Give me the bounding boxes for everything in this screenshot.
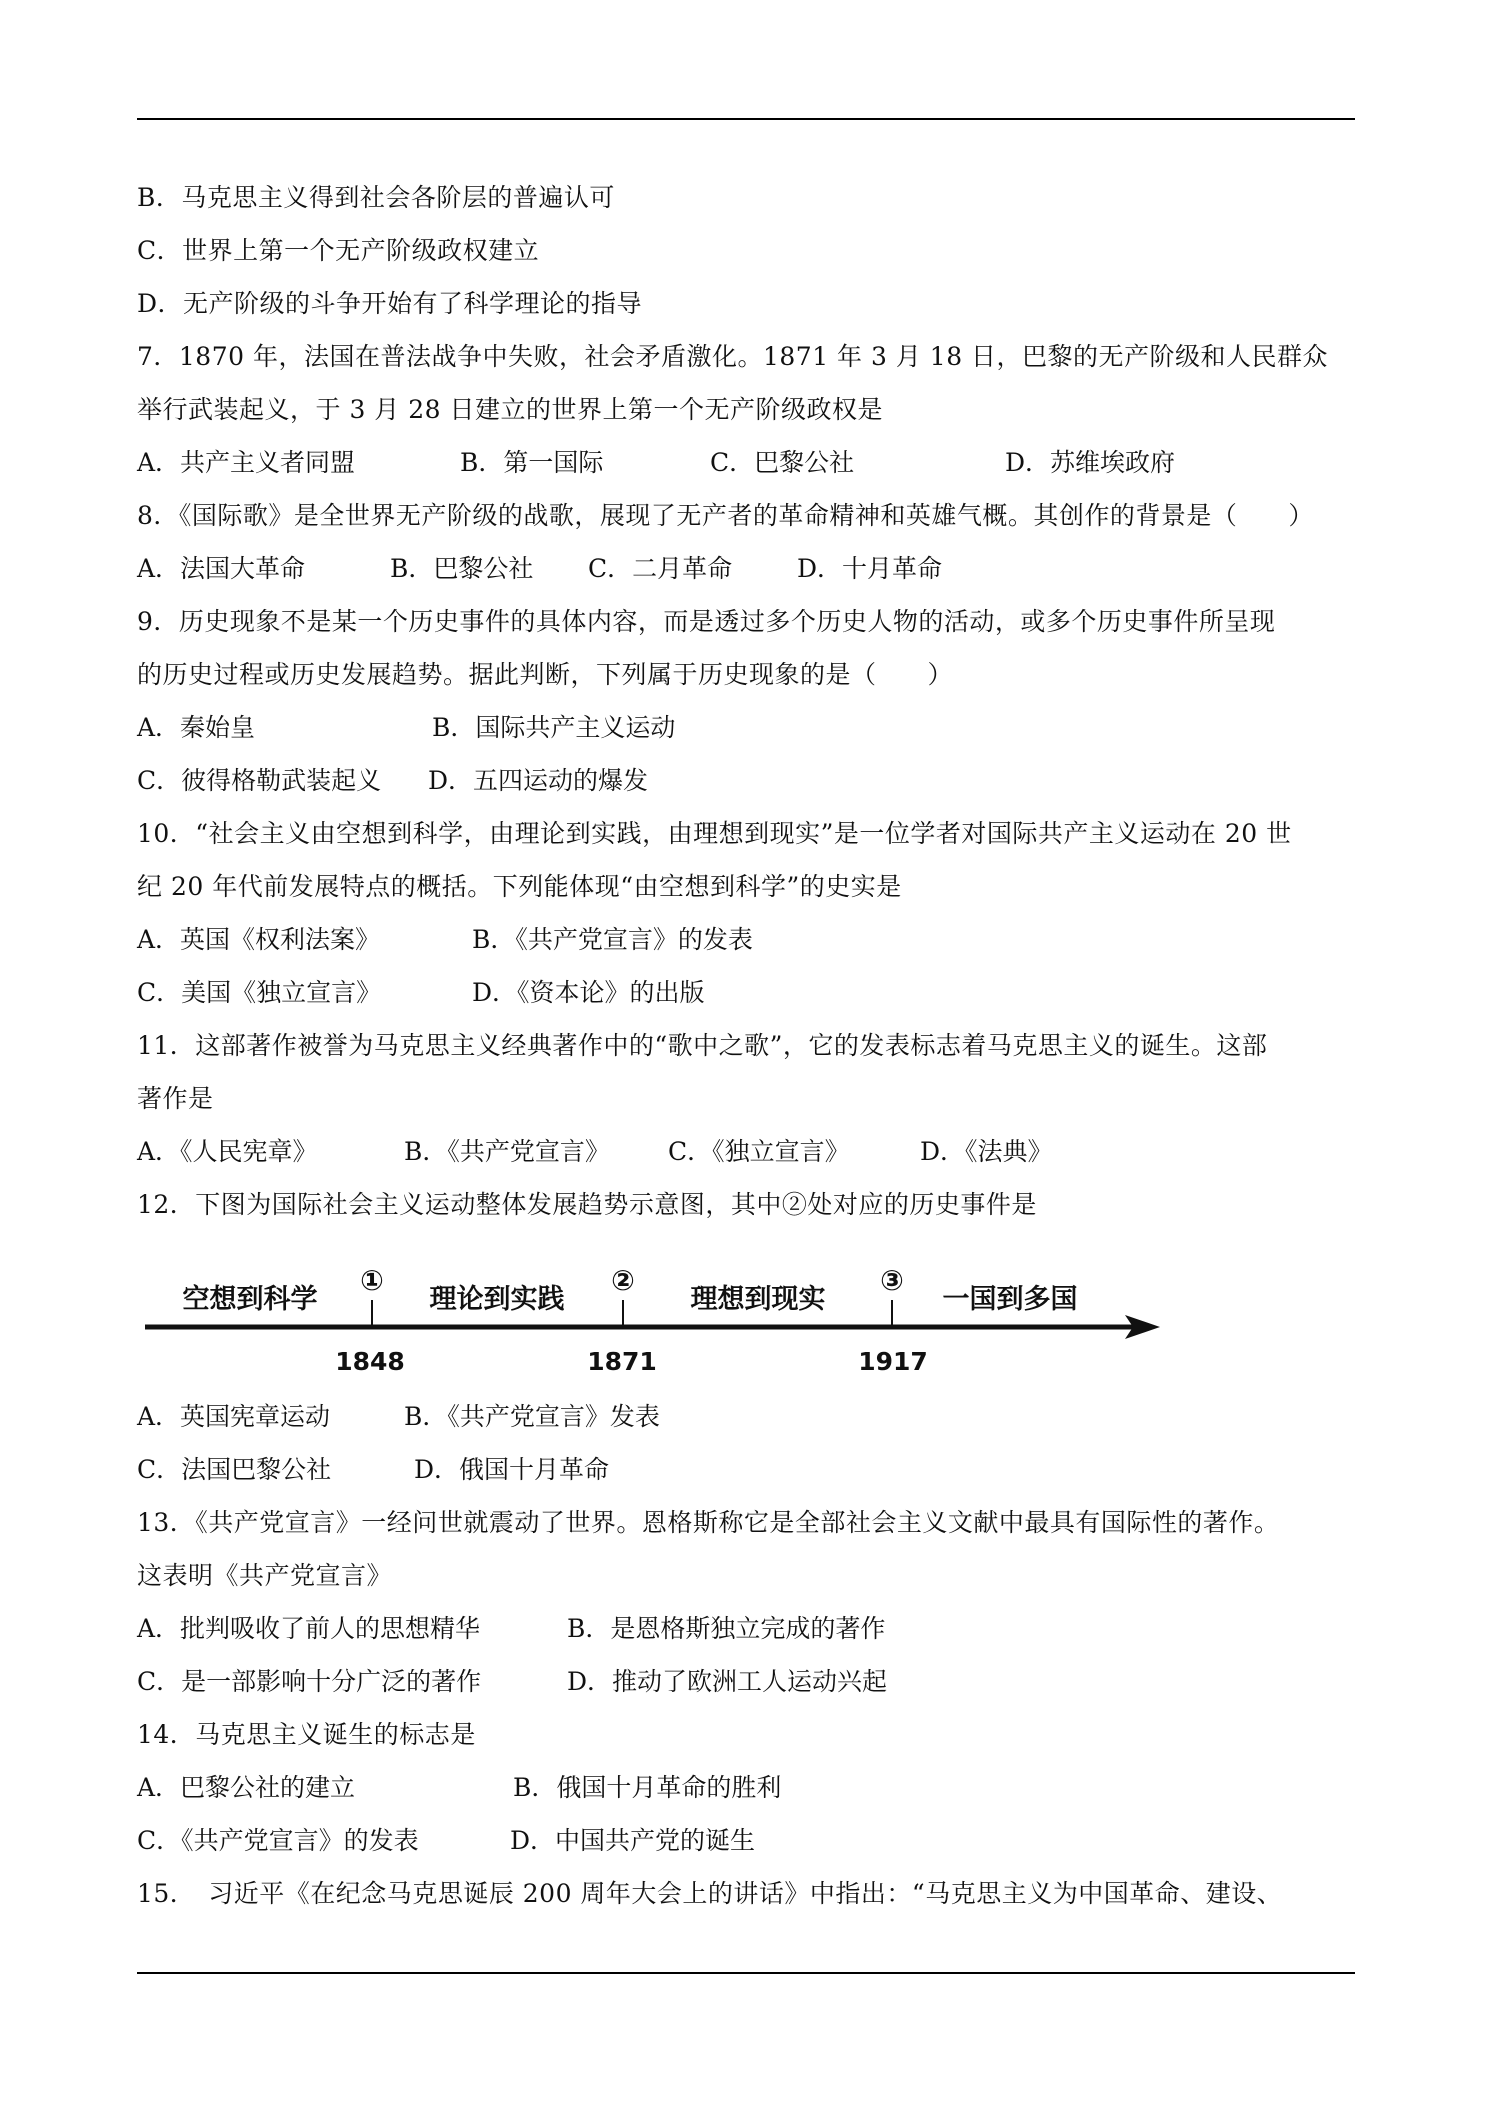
q11-option-c: C．《独立宣言》: [668, 1137, 850, 1166]
q14-option-c: C．《共产党宣言》的发表: [137, 1826, 419, 1855]
q11-option-a: A．《人民宪章》: [137, 1137, 318, 1166]
q10-stem-line1: 10．“社会主义由空想到科学，由理论到实践，由理想到现实”是一位学者对国际共产主义运动在 20 世: [137, 819, 1292, 848]
q6-option-b: B．马克思主义得到社会各阶层的普遍认可: [137, 183, 615, 212]
q12-option-c: C．法国巴黎公社: [137, 1455, 332, 1484]
q14-option-b: B．俄国十月革命的胜利: [513, 1773, 782, 1802]
q7-stem-line1: 7．1870 年，法国在普法战争中失败，社会矛盾激化。1871 年 3 月 18 日，巴黎的无产阶级和人民群众: [137, 342, 1329, 371]
q9-option-c: C．彼得格勒武装起义: [137, 766, 382, 795]
timeline-segment-4: 一国到多国: [942, 1284, 1078, 1315]
q8-option-b: B．巴黎公社: [390, 554, 534, 583]
header-rule: [137, 118, 1355, 120]
q13-stem-line1: 13．《共产党宣言》一经问世就震动了世界。恩格斯称它是全部社会主义文献中最具有国际性的著作。: [137, 1508, 1280, 1537]
timeline-segment-2: 理论到实践: [429, 1284, 565, 1315]
timeline-marker-3: ③: [880, 1264, 904, 1297]
q12-option-d: D．俄国十月革命: [414, 1455, 610, 1484]
timeline-diagram: [140, 1260, 1180, 1390]
q8-stem: 8．《国际歌》是全世界无产阶级的战歌，展现了无产者的革命精神和英雄气概。其创作的背景是（ ）: [137, 501, 1314, 530]
q14-option-d: D．中国共产党的诞生: [510, 1826, 756, 1855]
q12-stem: 12．下图为国际社会主义运动整体发展趋势示意图，其中②处对应的历史事件是: [137, 1190, 1037, 1219]
q9-option-d: D．五四运动的爆发: [428, 766, 649, 795]
timeline-year-1: 1848: [335, 1347, 405, 1376]
q9-option-a: A．秦始皇: [137, 713, 256, 742]
q13-option-c: C．是一部影响十分广泛的著作: [137, 1667, 482, 1696]
q9-stem-line2: 的历史过程或历史发展趋势。据此判断，下列属于历史现象的是（ ）: [137, 660, 954, 689]
q13-option-b: B．是恩格斯独立完成的著作: [567, 1614, 886, 1643]
q7-option-a: A．共产主义者同盟: [137, 448, 356, 477]
timeline-year-2: 1871: [587, 1347, 657, 1376]
q13-option-d: D．推动了欧洲工人运动兴起: [567, 1667, 888, 1696]
q11-stem-line1: 11．这部著作被誉为马克思主义经典著作中的“歌中之歌”，它的发表标志着马克思主义的诞生。这部: [137, 1031, 1268, 1060]
footer-rule: [137, 1972, 1355, 1974]
q7-stem-line2: 举行武装起义，于 3 月 28 日建立的世界上第一个无产阶级政权是: [137, 395, 884, 424]
timeline-segment-1: 空想到科学: [182, 1284, 318, 1315]
q9-stem-line1: 9．历史现象不是某一个历史事件的具体内容，而是透过多个历史人物的活动，或多个历史事件所呈现: [137, 607, 1276, 636]
q11-option-b: B．《共产党宣言》: [404, 1137, 610, 1166]
q7-option-d: D．苏维埃政府: [1005, 448, 1176, 477]
timeline-svg: [140, 1260, 1180, 1390]
q11-stem-line2: 著作是: [137, 1084, 214, 1113]
q9-option-b: B．国际共产主义运动: [432, 713, 676, 742]
q12-option-b: B．《共产党宣言》发表: [404, 1402, 660, 1431]
q14-stem: 14．马克思主义诞生的标志是: [137, 1720, 476, 1749]
q8-option-c: C．二月革命: [588, 554, 733, 583]
q6-option-d: D．无产阶级的斗争开始有了科学理论的指导: [137, 289, 643, 318]
timeline-marker-1: ①: [360, 1264, 384, 1297]
q7-option-b: B．第一国际: [460, 448, 604, 477]
timeline-year-3: 1917: [858, 1347, 928, 1376]
q10-stem-line2: 纪 20 年代前发展特点的概括。下列能体现“由空想到科学”的史实是: [137, 872, 902, 901]
timeline-marker-2: ②: [611, 1264, 635, 1297]
timeline-segment-3: 理想到现实: [690, 1284, 826, 1315]
q8-option-d: D．十月革命: [797, 554, 943, 583]
q6-option-c: C．世界上第一个无产阶级政权建立: [137, 236, 540, 265]
q14-option-a: A．巴黎公社的建立: [137, 1773, 356, 1802]
q15-stem: 15． 习近平《在纪念马克思诞辰 200 周年大会上的讲话》中指出：“马克思主义为中国革命、建设、: [137, 1879, 1283, 1908]
q10-option-b: B．《共产党宣言》的发表: [472, 925, 753, 954]
q10-option-d: D．《资本论》的出版: [472, 978, 705, 1007]
q13-stem-line2: 这表明《共产党宣言》: [137, 1561, 393, 1590]
q8-option-a: A．法国大革命: [137, 554, 306, 583]
q10-option-a: A．英国《权利法案》: [137, 925, 381, 954]
q13-option-a: A．批判吸收了前人的思想精华: [137, 1614, 481, 1643]
q10-option-c: C．美国《独立宣言》: [137, 978, 382, 1007]
q12-option-a: A．英国宪章运动: [137, 1402, 331, 1431]
q7-option-c: C．巴黎公社: [710, 448, 855, 477]
q11-option-d: D．《法典》: [920, 1137, 1053, 1166]
